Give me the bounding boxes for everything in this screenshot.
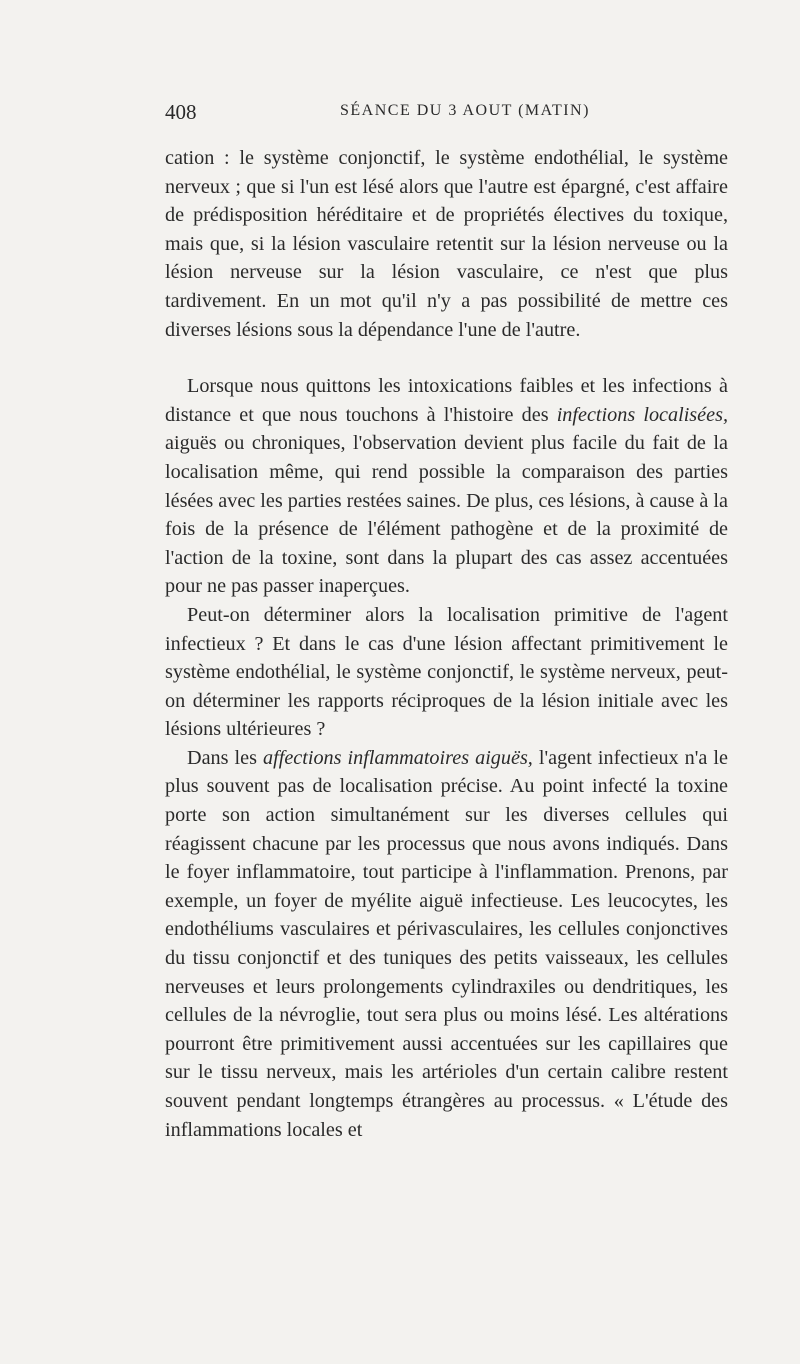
- running-title: SÉANCE DU 3 AOUT (MATIN): [340, 102, 590, 119]
- paragraph-text: Peut-on déterminer alors la localisation primitive de l'agent infectieux ? Et dans le cas d'une lésion affectant primitivement le système endothélial, le système conjonctif, le système nerveux, peut-on déterminer les rapports réciproques de la lésion initiale avec les lésions ultérieures ?: [165, 603, 728, 741]
- paragraph-question: [165, 601, 728, 744]
- paragraph-localized-infections: [165, 372, 728, 601]
- paragraph-text: Lorsque nous quittons les intoxications faibles et les infections à distance et que nous touchons à l'histoire des: [165, 375, 728, 426]
- italic-term: affections inflammatoires aiguës,: [263, 746, 533, 769]
- paragraph-continuation: [165, 144, 728, 344]
- page-header: [165, 100, 728, 134]
- paragraph-acute-inflammations: [165, 744, 728, 1144]
- page-body: [165, 144, 728, 1144]
- paragraph-text: Dans les: [187, 746, 264, 769]
- paragraph-text: aiguës ou chroniques, l'observation devient plus facile du fait de la localisation même, qui rend possible la comparaison des parties lésées avec les parties restées saines. De plus, ces lésions, à cause à la fois de la présence de l'élément pathogène et de la proximité de l'action de la toxine, sont dans la plupart des cas assez accentuées pour ne pas passer inaperçues.: [165, 432, 728, 598]
- paragraph-text: l'agent infectieux n'a le plus souvent pas de localisation précise. Au point infecté la toxine porte son action simultanément sur les diverses cellules qui réagissent chacune par les processus que nous avons indiqués. Dans le foyer inflammatoire, tout participe à l'inflammation. Prenons, par exemple, un foyer de myélite aiguë infectieuse. Les leucocytes, les endothéliums vasculaires et périvasculaires, les cellules conjonctives du tissu conjonctif et des tuniques des petits vaisseaux, les cellules nerveuses et leurs prolongements cylindraxiles ou dendritiques, les cellules de la névroglie, tout sera plus ou moins lésé. Les altérations pourront être primitivement aussi accentuées sur les capillaires que sur le tissu nerveux, mais les artérioles d'un certain calibre restent souvent pendant longtemps étrangères au processus. « L'étude des inflammations locales et: [165, 746, 728, 1141]
- page-number: 408: [165, 100, 197, 124]
- paragraph-text: cation : le système conjonctif, le système endothélial, le système nerveux ; que si l'un est lésé alors que l'autre est épargné, c'est affaire de prédisposition héréditaire et de propriétés électives du toxique, mais que, si la lésion vasculaire retentit sur la lésion nerveuse ou la lésion nerveuse sur la lésion vasculaire, ce n'est que plus tardivement. En un mot qu'il n'y a pas possibilité de mettre ces diverses lésions sous la dépendance l'une de l'autre.: [165, 147, 728, 341]
- italic-term: infections localisées,: [556, 403, 728, 426]
